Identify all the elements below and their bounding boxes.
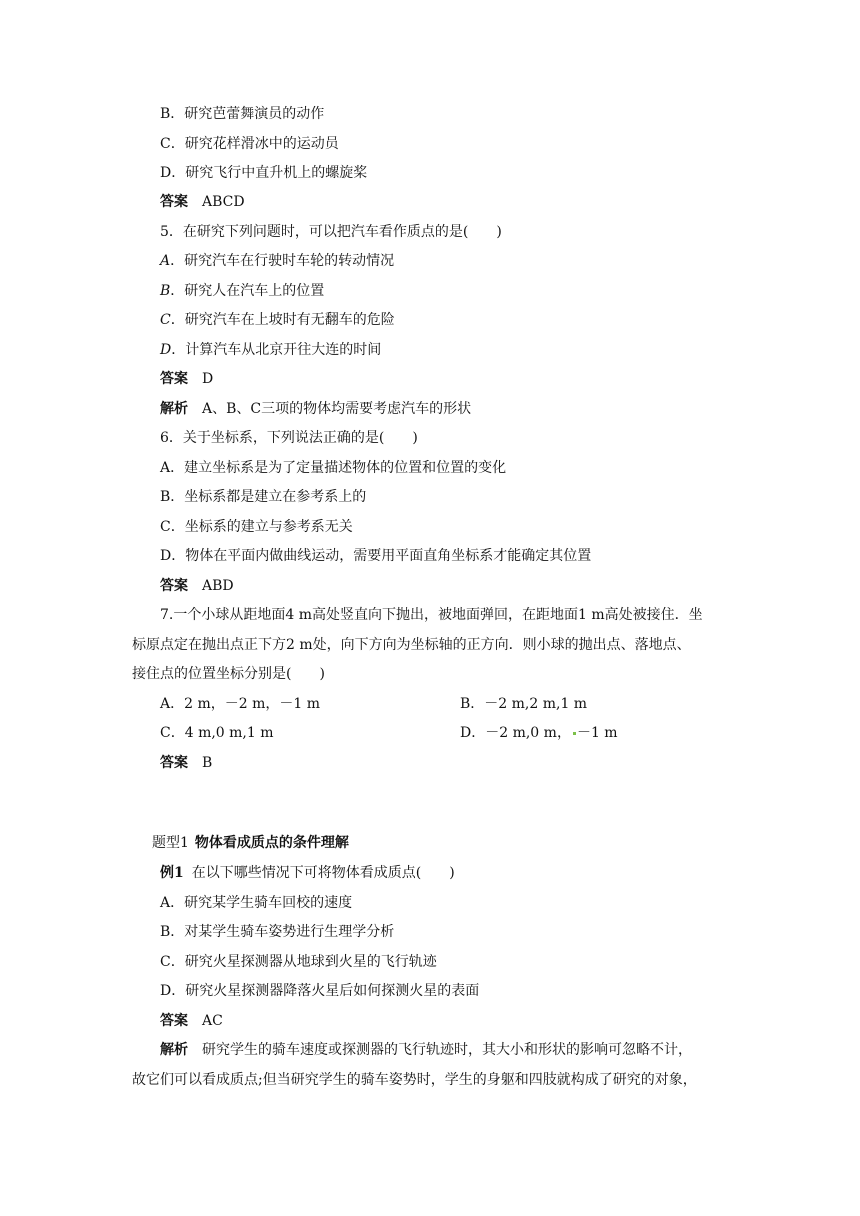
q7-stem-line-2: 标原点定在抛出点正下方2 m处，向下方向为坐标轴的正方向．则小球的抛出点、落地点、 [132,637,691,653]
example-1-option-a: A．研究某学生骑车回校的速度 [160,895,353,911]
option-text: D．－2 m,0 m， [460,725,571,741]
q7-stem-line-3: 接住点的位置坐标分别是( ) [132,666,325,682]
option-letter: B [160,283,171,299]
example-1-analysis-line-2: 故它们可以看成质点;但当研究学生的骑车姿势时，学生的身躯和四肢就构成了研究的对象， [132,1072,697,1088]
example-1-option-c: C．研究火星探测器从地球到火星的飞行轨迹 [160,954,437,970]
analysis-text: A、B、C三项的物体均需要考虑汽车的形状 [202,401,472,417]
example-1-option-b: B．对某学生骑车姿势进行生理学分析 [160,924,395,940]
answer-label: 答案 [160,194,188,210]
q4-answer [160,192,245,212]
answer-label: 答案 [160,755,188,771]
q6-stem: 6．关于坐标系，下列说法正确的是( ) [160,430,418,446]
answer-value: ABD [202,578,234,594]
section-heading [152,833,349,853]
q7-answer [160,753,212,773]
analysis-label: 解析 [160,401,188,417]
q4-option-c: C．研究花样滑冰中的运动员 [160,136,339,152]
q5-answer [160,369,213,389]
q4-option-d: D．研究飞行中直升机上的螺旋桨 [160,165,368,181]
answer-value: D [202,371,214,387]
section-type-label: 题型1 [152,835,189,851]
q6-answer [160,576,234,596]
q7-stem-line-1: 7.一个小球从距地面4 m高处竖直向下抛出，被地面弹回，在距地面1 m高处被接住．坐 [160,607,703,623]
q4-option-b: B．研究芭蕾舞演员的动作 [160,106,325,122]
option-letter: C [160,312,171,328]
q5-option-d [160,340,381,360]
option-text: ．研究汽车在上坡时有无翻车的危险 [170,312,395,328]
green-dot-mark [573,732,576,735]
example-1-option-d: D．研究火星探测器降落火星后如何探测火星的表面 [160,983,480,999]
option-text: ．计算汽车从北京开往大连的时间 [171,342,382,358]
example-stem-text: 在以下哪些情况下可将物体看成质点( ) [191,865,455,881]
analysis-text: 研究学生的骑车速度或探测器的飞行轨迹时，其大小和形状的影响可忽略不计， [202,1042,692,1058]
q7-option-b: B．－2 m,2 m,1 m [460,696,588,712]
answer-label: 答案 [160,371,188,387]
option-letter: D [160,342,172,358]
answer-value: ABCD [202,194,245,210]
q5-option-b [160,281,324,301]
example-1-analysis-line-1 [160,1040,692,1060]
option-letter: A [160,253,171,269]
q6-option-c: C．坐标系的建立与参考系无关 [160,519,353,535]
q5-analysis [160,399,471,419]
q5-option-a [160,251,394,271]
answer-value: AC [202,1013,223,1029]
q6-option-d: D．物体在平面内做曲线运动，需要用平面直角坐标系才能确定其位置 [160,548,592,564]
answer-label: 答案 [160,578,188,594]
q6-option-b: B．坐标系都是建立在参考系上的 [160,489,367,505]
section-title: 物体看成质点的条件理解 [194,835,349,851]
q7-option-a: A．2 m，－2 m，－1 m [160,696,321,712]
option-text: －1 m [576,725,618,741]
answer-label: 答案 [160,1013,188,1029]
q7-option-d [460,723,618,743]
example-label: 例1 [160,865,184,881]
q6-option-a: A．建立坐标系是为了定量描述物体的位置和位置的变化 [160,460,507,476]
example-1-answer [160,1011,223,1031]
option-text: ．研究汽车在行驶时车轮的转动情况 [170,253,395,269]
q5-stem: 5．在研究下列问题时，可以把汽车看作质点的是( ) [160,224,502,240]
option-text: ．研究人在汽车上的位置 [170,283,325,299]
example-1-stem [160,863,455,883]
q5-option-c [160,310,395,330]
analysis-label: 解析 [160,1042,188,1058]
answer-value: B [202,755,213,771]
q7-option-c: C．4 m,0 m,1 m [160,725,274,741]
